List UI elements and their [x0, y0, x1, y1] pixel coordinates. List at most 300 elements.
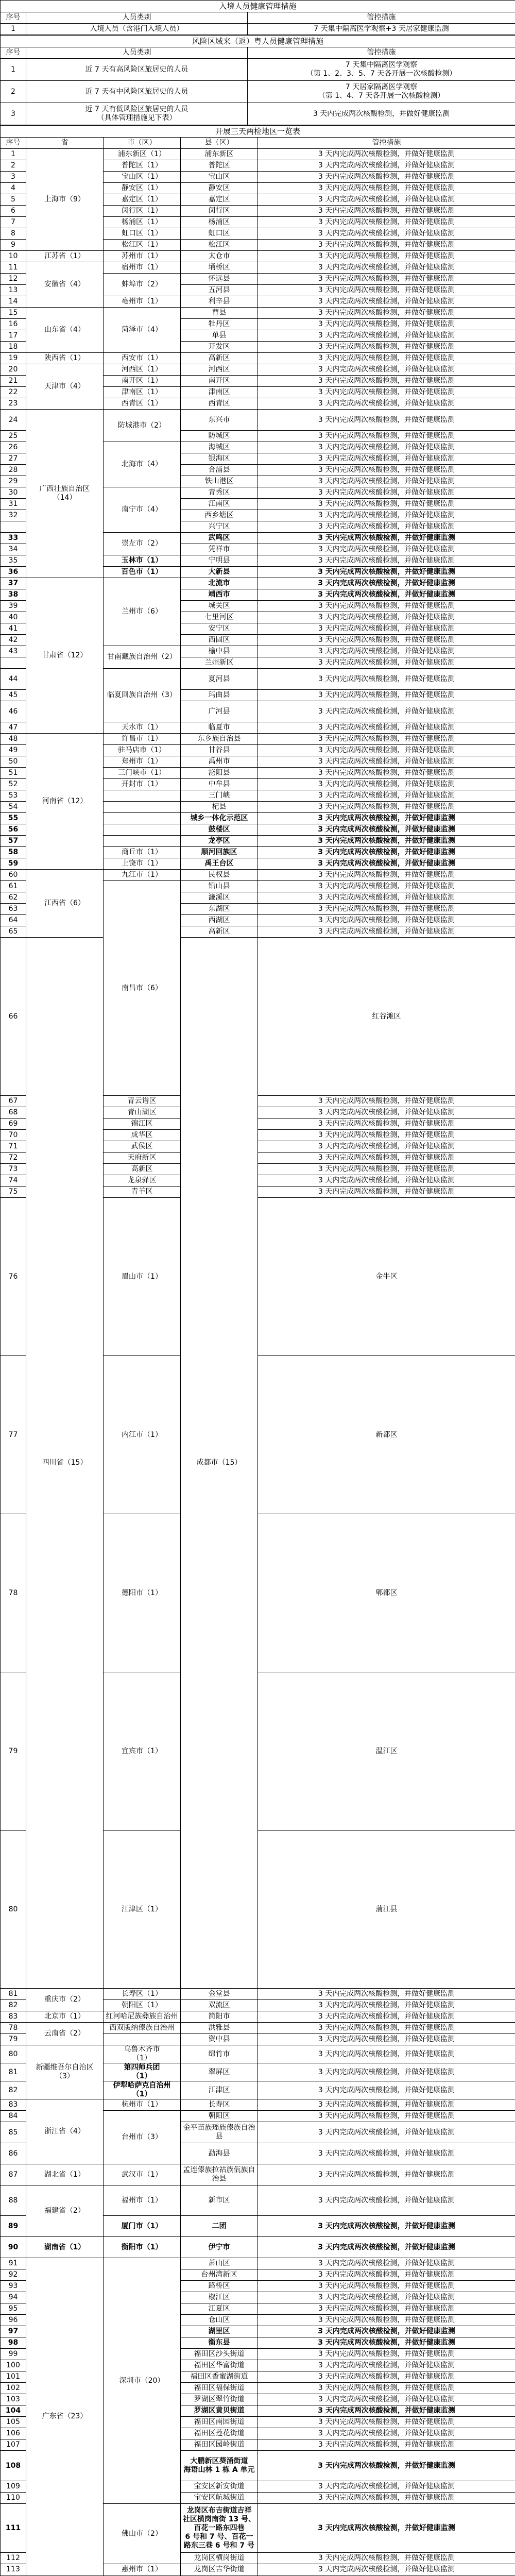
measure-cell: 3 天内完成两次核酸检测，并做好健康监测 — [258, 926, 515, 938]
city-cell: 厦门市（1） — [104, 2216, 181, 2237]
county-cell: 武鸣区 — [181, 533, 258, 544]
county-cell: 利辛县 — [181, 296, 258, 308]
measure-cell: 3 天内完成两次核酸检测，并做好健康监测 — [258, 2011, 515, 2023]
measure-cell: 3 天内完成两次核酸检测，并做好健康监测 — [258, 2023, 515, 2034]
city-cell: 河西区（1） — [104, 364, 181, 376]
county-cell: 禹王台区 — [181, 858, 258, 870]
county-cell: 民权县 — [181, 870, 258, 881]
county-cell: 单县 — [181, 330, 258, 342]
measure-cell: 3 天内完成两次核酸检测，并做好健康监测 — [258, 2439, 515, 2451]
county-cell: 合浦县 — [181, 465, 258, 476]
city-cell: 杨浦区（1） — [104, 217, 181, 228]
measure-cell: 3 天内完成两次核酸检测，并做好健康监测 — [258, 476, 515, 487]
row-number: 68 — [1, 1107, 26, 1118]
province-cell: 上海市（9） — [26, 149, 104, 251]
row-number: 53 — [1, 790, 26, 802]
city-cell: 嘉定区（1） — [104, 194, 181, 206]
row-number: 82 — [1, 2081, 26, 2099]
city-cell: 德阳市（1） — [104, 1514, 181, 1672]
row-number: 56 — [1, 824, 26, 836]
measure-cell: 3 天内完成两次核酸检测，并做好健康监测 — [258, 915, 515, 926]
measure-cell: 3 天内完成两次核酸检测，并做好健康监测 — [258, 2258, 515, 2269]
row-number: 60 — [1, 870, 26, 881]
measure-cell: 3 天内完成两次核酸检测，并做好健康监测 — [258, 2216, 515, 2237]
county-cell: 嘉定区 — [181, 194, 258, 206]
row-number: 6 — [1, 206, 26, 217]
measure-cell: 3 天内完成两次核酸检测，并做好健康监测 — [258, 722, 515, 734]
measure-cell: 3 天内完成两次核酸检测，并做好健康监测 — [258, 1187, 515, 1198]
row-number: 76 — [1, 1198, 26, 1356]
county-cell: 新都区 — [258, 1356, 515, 1514]
measure-cell: 3 天内完成两次核酸检测，并做好健康监测 — [258, 1153, 515, 1164]
row-number: 30 — [1, 487, 26, 499]
row-number: 49 — [1, 745, 26, 756]
table-row — [1, 353, 515, 364]
row-number: 88 — [1, 2185, 26, 2216]
entry-health-table — [0, 0, 515, 35]
county-cell: 江南区 — [181, 499, 258, 510]
row-number: 83 — [1, 2011, 26, 2023]
table-row — [1, 2258, 515, 2269]
measure-cell: 3 天内完成两次核酸检测，并做好健康监测 — [258, 2428, 515, 2439]
row-number: 44 — [1, 669, 26, 690]
column-header: 省 — [26, 138, 104, 149]
city-cell: 杭州市（1） — [104, 2099, 181, 2111]
county-cell: 锦江区 — [104, 1118, 181, 1130]
measure-cell: 3 天内完成两次核酸检测，并做好健康监测 — [258, 657, 515, 669]
measure-cell: 3 天内完成两次核酸检测，并做好健康监测 — [258, 308, 515, 319]
county-cell: 西青区 — [181, 398, 258, 410]
row-number: 10 — [1, 251, 26, 262]
province-cell: 安徽省（4） — [26, 262, 104, 308]
row-number: 23 — [1, 398, 26, 410]
row-number: 94 — [1, 2292, 26, 2303]
table-cell: 近 7 天有高风险区旅居史的人员 — [26, 59, 248, 81]
measure-cell: 3 天内完成两次核酸检测，并做好健康监测 — [258, 612, 515, 623]
row-number: 81 — [1, 1989, 26, 2000]
column-header: 管控措施 — [248, 47, 515, 59]
row-number: 11 — [1, 262, 26, 274]
county-cell: 兰州新区 — [181, 657, 258, 669]
county-cell: 中牟县 — [181, 779, 258, 790]
county-cell: 广河县 — [181, 701, 258, 722]
row-number: 55 — [1, 813, 26, 824]
row-number: 29 — [1, 476, 26, 487]
city-cell: 甘南藏族自治州（2） — [104, 646, 181, 669]
row-number: 2 — [1, 160, 26, 172]
city-cell: 宜宾市（1） — [104, 1672, 181, 1831]
city-cell: 浦东新区（1） — [104, 149, 181, 160]
risk-area-health-table — [0, 35, 515, 125]
county-cell: 埇桥区 — [181, 262, 258, 274]
measure-cell: 3 天内完成两次核酸检测，并做好健康监测 — [258, 578, 515, 589]
table-cell: 2 — [1, 81, 26, 103]
measure-cell: 3 天内完成两次核酸检测，并做好健康监测 — [258, 2143, 515, 2164]
city-cell: 佛山市（2） — [104, 2504, 181, 2564]
county-cell: 玛曲县 — [181, 690, 258, 701]
measure-cell: 3 天内完成两次核酸检测，并做好健康监测 — [258, 635, 515, 646]
city-cell: 江津区（1） — [104, 1831, 181, 1989]
city-cell: 上饶市（1） — [104, 858, 181, 870]
table-row — [1, 2185, 515, 2216]
county-cell: 兴宁区 — [181, 521, 258, 533]
row-number: 37 — [1, 578, 26, 589]
row-number: 104 — [1, 2405, 26, 2417]
row-number: 79 — [1, 2034, 26, 2045]
county-cell: 双流区 — [181, 2000, 258, 2011]
county-cell: 临夏市 — [181, 722, 258, 734]
county-cell: 杞县 — [181, 802, 258, 813]
city-cell: 西安市（1） — [104, 353, 181, 364]
measure-cell: 3 天内完成两次核酸检测，并做好健康监测 — [258, 206, 515, 217]
county-cell: 北流市 — [181, 578, 258, 589]
county-cell: 杨浦区 — [181, 217, 258, 228]
table-row — [1, 734, 515, 745]
measure-cell: 3 天内完成两次核酸检测，并做好健康监测 — [258, 836, 515, 847]
measure-cell: 3 天内完成两次核酸检测，并做好健康监测 — [258, 601, 515, 612]
city-cell: 西青区（1） — [104, 398, 181, 410]
measure-cell: 3 天内完成两次核酸检测，并做好健康监测 — [258, 904, 515, 915]
city-cell: 郑州市（1） — [104, 756, 181, 768]
county-cell: 甘谷县 — [181, 745, 258, 756]
county-cell: 武侯区 — [104, 1141, 181, 1153]
city-cell: 西双版纳傣族自治州 — [104, 2023, 181, 2034]
table-row — [1, 251, 515, 262]
county-cell: 洪雅县 — [181, 2023, 258, 2034]
measure-cell: 3 天内完成两次核酸检测，并做好健康监测 — [258, 2564, 515, 2575]
measure-cell: 3 天内完成两次核酸检测，并做好健康监测 — [258, 2237, 515, 2258]
column-header: 序号 — [1, 138, 26, 149]
row-number: 36 — [1, 567, 26, 578]
measure-cell: 3 天内完成两次核酸检测，并做好健康监测 — [258, 398, 515, 410]
measure-cell: 3 天内完成两次核酸检测，并做好健康监测 — [258, 2481, 515, 2493]
measure-cell: 3 天内完成两次核酸检测，并做好健康监测 — [258, 858, 515, 870]
row-number: 67 — [1, 1096, 26, 1107]
city-cell: 内江市（1） — [104, 1356, 181, 1514]
province-cell: 云南省（2） — [26, 2023, 104, 2045]
county-cell: 五河县 — [181, 285, 258, 296]
province-cell: 浙江省（4） — [26, 2099, 104, 2164]
county-cell: 金平苗族瑶族傣族自治县 — [181, 2122, 258, 2143]
row-number: 54 — [1, 802, 26, 813]
measure-cell: 3 天内完成两次核酸检测，并做好健康监测 — [258, 2337, 515, 2349]
row-number: 34 — [1, 544, 26, 555]
row-number: 21 — [1, 376, 26, 387]
county-cell: 河西区 — [181, 364, 258, 376]
city-cell: 台州市（3） — [104, 2111, 181, 2164]
county-cell: 七里河区 — [181, 612, 258, 623]
city-cell: 武汉市（1） — [104, 2164, 181, 2185]
city-cell: 苏州市（1） — [104, 251, 181, 262]
row-number: 103 — [1, 2394, 26, 2405]
table-cell: 入境人员（含港门入境人员） — [26, 24, 248, 35]
measure-cell: 3 天内完成两次核酸检测，并做好健康监测 — [258, 228, 515, 240]
county-cell: 太仓市 — [181, 251, 258, 262]
county-cell: 孟连傣族拉祜族佤族自治县 — [181, 2164, 258, 2185]
county-cell: 路桥区 — [181, 2281, 258, 2292]
county-cell: 虹口区 — [181, 228, 258, 240]
row-number: 8 — [1, 228, 26, 240]
measure-cell: 3 天内完成两次核酸检测，并做好健康监测 — [258, 892, 515, 904]
measure-cell: 3 天内完成两次核酸检测，并做好健康监测 — [258, 533, 515, 544]
measure-cell: 3 天内完成两次核酸检测，并做好健康监测 — [258, 2063, 515, 2081]
row-number: 1 — [1, 149, 26, 160]
row-number: 77 — [1, 1356, 26, 1514]
measure-cell: 3 天内完成两次核酸检测，并做好健康监测 — [258, 1164, 515, 1175]
county-cell: 勐海县 — [181, 2143, 258, 2164]
row-number: 63 — [1, 904, 26, 915]
table-row — [1, 149, 515, 160]
table-row — [1, 81, 515, 103]
row-number: 66 — [1, 938, 26, 1096]
county-cell: 青云谱区 — [104, 1096, 181, 1107]
county-cell: 简阳市 — [181, 2011, 258, 2023]
column-header: 序号 — [1, 12, 26, 24]
province-cell — [26, 2575, 104, 2576]
table-row — [1, 1989, 515, 2000]
measure-cell: 3 天内完成两次核酸检测，并做好健康监测 — [258, 779, 515, 790]
row-number: 65 — [1, 926, 26, 938]
county-cell: 朝阳区 — [181, 2111, 258, 2122]
low-risk-region-table — [0, 125, 515, 2576]
measure-cell: 3 天内完成两次核酸检测，并做好健康监测 — [258, 847, 515, 858]
province-cell: 北京市（1） — [26, 2011, 104, 2023]
measure-cell: 3 天内完成两次核酸检测，并做好健康监测 — [258, 296, 515, 308]
row-number: 81 — [1, 2063, 26, 2081]
measure-cell: 3 天内完成两次核酸检测，并做好健康监测 — [258, 364, 515, 376]
row-number: 51 — [1, 768, 26, 779]
province-cell: 陕西省（1） — [26, 353, 104, 364]
county-cell: 禹州市 — [181, 756, 258, 768]
county-cell: 鼓楼区 — [181, 824, 258, 836]
province-cell: 四川省（15） — [26, 938, 104, 1989]
county-cell: 银海区 — [181, 453, 258, 465]
county-cell: 罗湖区黄贝街道 — [181, 2405, 258, 2417]
row-number: 41 — [1, 623, 26, 635]
measure-cell: 3 天内完成两次核酸检测，并做好健康监测 — [258, 2371, 515, 2383]
county-cell: 宝山区 — [181, 172, 258, 183]
city-cell: 成都市（15） — [181, 938, 258, 1989]
row-number: 90 — [1, 2237, 26, 2258]
county-cell: 凭祥市 — [181, 544, 258, 555]
province-cell: 重庆市（2） — [26, 1989, 104, 2011]
county-cell — [181, 2575, 258, 2576]
county-cell: 成华区 — [104, 1130, 181, 1141]
county-cell: 福田区华富街道 — [181, 2360, 258, 2371]
measure-cell: 3 天内完成两次核酸检测，并做好健康监测 — [258, 285, 515, 296]
county-cell: 顺河回族区 — [181, 847, 258, 858]
row-number: 25 — [1, 431, 26, 442]
county-cell: 江津区 — [181, 2081, 258, 2099]
county-cell: 龙泉驿区 — [104, 1175, 181, 1187]
county-cell: 榆中县 — [181, 646, 258, 657]
city-cell: 长寿区（1） — [104, 1989, 181, 2000]
county-cell: 津南区 — [181, 387, 258, 398]
measure-cell: 3 天内完成两次核酸检测，并做好健康监测 — [258, 2164, 515, 2185]
row-number: 32 — [1, 510, 26, 521]
row-number: 107 — [1, 2439, 26, 2451]
province-cell: 广西壮族自治区 （14） — [26, 410, 104, 578]
province-cell: 河南省（12） — [26, 734, 104, 870]
measure-cell: 3 天内完成两次核酸检测，并做好健康监测 — [258, 646, 515, 657]
measure-cell: 3 天内完成两次核酸检测，并做好健康监测 — [258, 813, 515, 824]
measure-cell: 3 天内完成两次核酸检测，并做好健康监测 — [258, 465, 515, 476]
city-cell — [104, 2575, 181, 2576]
column-header: 人员类别 — [26, 47, 248, 59]
measure-cell: 3 天内完成两次核酸检测，并做好健康监测 — [258, 623, 515, 635]
measure-cell: 3 天内完成两次核酸检测，并做好健康监测 — [258, 2383, 515, 2394]
county-cell: 福田区福保街道 — [181, 2383, 258, 2394]
measure-cell: 3 天内完成两次核酸检测，并做好健康监测 — [258, 2417, 515, 2428]
measure-cell: 3 天内完成两次核酸检测，并做好健康监测 — [258, 2045, 515, 2063]
county-cell: 温江区 — [258, 1672, 515, 1831]
county-cell: 天府新区 — [104, 1153, 181, 1164]
measure-cell: 3 天内完成两次核酸检测，并做好健康监测 — [258, 2185, 515, 2216]
city-cell: 菏泽市（4） — [104, 308, 181, 353]
table-row — [1, 2045, 515, 2063]
city-cell: 宿州市（1） — [104, 262, 181, 274]
county-cell: 牡丹区 — [181, 319, 258, 330]
province-cell: 山东省（4） — [26, 308, 104, 353]
measure-cell: 3 天内完成两次核酸检测，并做好健康监测 — [258, 2504, 515, 2553]
row-number: 82 — [1, 2000, 26, 2011]
table-row — [1, 24, 515, 35]
county-cell: 三门峡 — [181, 790, 258, 802]
measure-cell: 3 天内完成两次核酸检测，并做好健康监测 — [258, 262, 515, 274]
measure-cell: 3 天内完成两次核酸检测，并做好健康监测 — [258, 510, 515, 521]
row-number: 58 — [1, 847, 26, 858]
table-row — [1, 2011, 515, 2023]
city-cell: 玉林市（1） — [104, 555, 181, 567]
province-cell: 新疆维吾尔自治区 （3） — [26, 2045, 104, 2099]
city-cell — [104, 2034, 181, 2045]
province-cell: 广东省（23） — [26, 2258, 104, 2575]
table-row — [1, 262, 515, 274]
county-cell: 浦东新区 — [181, 149, 258, 160]
city-cell: 北海市（4） — [104, 442, 181, 487]
row-number: 22 — [1, 387, 26, 398]
column-header: 县（区） — [181, 138, 258, 149]
row-number: 72 — [1, 1153, 26, 1164]
measure-cell: 3 天内完成两次核酸检测，并做好健康监测 — [258, 756, 515, 768]
row-number: 7 — [1, 217, 26, 228]
row-number: 24 — [1, 410, 26, 431]
county-cell: 椒江区 — [181, 2292, 258, 2303]
county-cell: 安宁区 — [181, 623, 258, 635]
row-number: 85 — [1, 2122, 26, 2143]
measure-cell: 3 天内完成两次核酸检测，并做好健康监测 — [258, 881, 515, 892]
county-cell: 青山湖区 — [104, 1107, 181, 1118]
measure-cell: 3 天内完成两次核酸检测，并做好健康监测 — [258, 567, 515, 578]
measure-cell: 3 天内完成两次核酸检测，并做好健康监测 — [258, 387, 515, 398]
row-number: 84 — [1, 2111, 26, 2122]
city-cell — [104, 802, 181, 813]
county-cell: 东乡族自治县 — [181, 734, 258, 745]
city-cell: 红河哈尼族彝族自治州 — [104, 2011, 181, 2023]
county-cell: 高新区 — [181, 353, 258, 364]
city-cell: 第四师兵团 （1） — [104, 2063, 181, 2081]
city-cell: 伊犁哈萨克自治州 （1） — [104, 2081, 181, 2099]
province-cell: 湖南省（1） — [26, 2237, 104, 2258]
measure-cell: 3 天内完成两次核酸检测，并做好健康监测 — [258, 870, 515, 881]
county-cell: 闵行区 — [181, 206, 258, 217]
row-number: 93 — [1, 2281, 26, 2292]
row-number: 47 — [1, 722, 26, 734]
county-cell: 宝安区新安街道 — [181, 2481, 258, 2493]
measure-cell: 3 天内完成两次核酸检测，并做好健康监测 — [258, 2451, 515, 2481]
measure-cell: 3 天内完成两次核酸检测，并做好健康监测 — [258, 2349, 515, 2360]
row-number: 87 — [1, 2164, 26, 2185]
county-cell: 防城区 — [181, 431, 258, 442]
county-cell: 龙岗区横岗街道 — [181, 2553, 258, 2564]
table-row — [1, 578, 515, 589]
measure-cell: 3 天内完成两次核酸检测，并做好健康监测 — [258, 734, 515, 745]
row-number: 71 — [1, 1141, 26, 1153]
row-number: 18 — [1, 342, 26, 353]
row-number: 35 — [1, 555, 26, 567]
county-cell: 龙岗区吉华街道 — [181, 2564, 258, 2575]
table-row — [1, 59, 515, 81]
city-cell: 九江市（1） — [104, 870, 181, 881]
measure-cell: 3 天内完成两次核酸检测，并做好健康监测 — [258, 431, 515, 442]
measure-cell: 3 天内完成两次核酸检测，并做好健康监测 — [258, 194, 515, 206]
county-cell: 开发区 — [181, 342, 258, 353]
measure-cell: 3 天内完成两次核酸检测，并做好健康监测 — [258, 499, 515, 510]
row-number: 61 — [1, 881, 26, 892]
row-number: 92 — [1, 2269, 26, 2281]
measure-cell: 3 天内完成两次核酸检测，并做好健康监测 — [258, 790, 515, 802]
city-cell: 商丘市（1） — [104, 847, 181, 858]
measure-cell: 3 天内完成两次核酸检测，并做好健康监测 — [258, 274, 515, 285]
row-number: 57 — [1, 836, 26, 847]
city-cell: 眉山市（1） — [104, 1198, 181, 1356]
county-cell: 长寿区 — [181, 2099, 258, 2111]
row-number: 39 — [1, 601, 26, 612]
measure-cell: 3 天内完成两次核酸检测，并做好健康监测 — [258, 1175, 515, 1187]
measure-cell: 3 天内完成两次核酸检测，并做好健康监测 — [258, 2360, 515, 2371]
row-number: 91 — [1, 2258, 26, 2269]
city-cell: 南开区（1） — [104, 376, 181, 387]
row-number: 112 — [1, 2553, 26, 2564]
county-cell: 郫都区 — [258, 1514, 515, 1672]
measure-cell: 3 天内完成两次核酸检测，并做好健康监测 — [258, 521, 515, 533]
measure-cell: 3 天内完成两次核酸检测，并做好健康监测 — [258, 2111, 515, 2122]
table-cell: 近 7 天有中风险区旅居史的人员 — [26, 81, 248, 103]
county-cell: 西湖区 — [181, 915, 258, 926]
row-number: 52 — [1, 779, 26, 790]
city-cell: 开封市（1） — [104, 779, 181, 790]
city-cell: 防城港市（2） — [104, 410, 181, 442]
measure-cell: 3 天内完成两次核酸检测，并做好健康监测 — [258, 149, 515, 160]
row-number: 50 — [1, 756, 26, 768]
county-cell: 宝安区航城街道 — [181, 2493, 258, 2504]
measure-cell: 3 天内完成两次核酸检测，并做好健康监测 — [258, 745, 515, 756]
county-cell: 高新区 — [104, 1164, 181, 1175]
city-cell: 天水市（1） — [104, 722, 181, 734]
row-number: 17 — [1, 330, 26, 342]
measure-cell: 3 天内完成两次核酸检测，并做好健康监测 — [258, 1096, 515, 1107]
row-number: 98 — [1, 2337, 26, 2349]
measure-cell: 3 天内完成两次核酸检测，并做好健康监测 — [258, 768, 515, 779]
measure-cell: 3 天内完成两次核酸检测，并做好健康监测 — [258, 2122, 515, 2143]
row-number: 27 — [1, 453, 26, 465]
row-number — [1, 657, 26, 669]
province-cell: 江西省（6） — [26, 870, 104, 938]
measure-cell: 3 天内完成两次核酸检测，并做好健康监测 — [258, 410, 515, 431]
county-cell: 泌阳县 — [181, 768, 258, 779]
row-number: 80 — [1, 1831, 26, 1989]
county-cell: 龙亭区 — [181, 836, 258, 847]
